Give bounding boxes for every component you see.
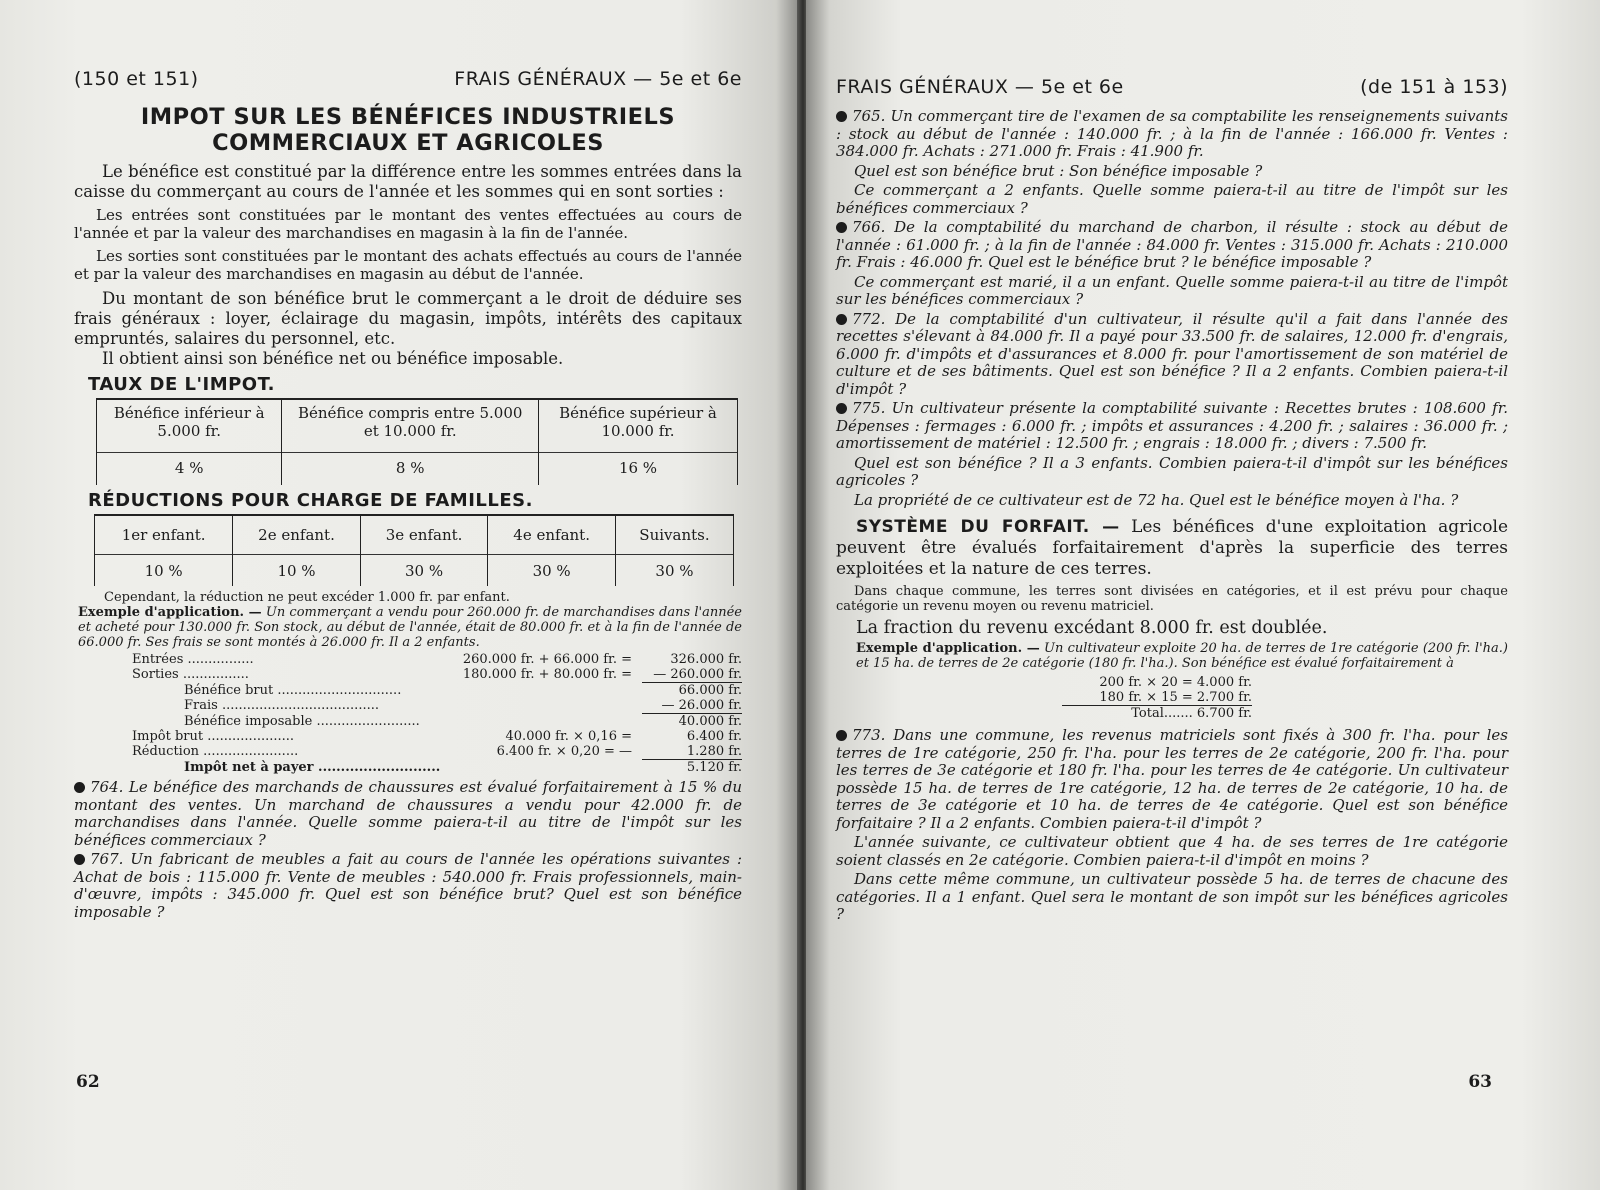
taux-heading: TAUX DE L'IMPOT.	[88, 374, 275, 395]
title-line-1: IMPOT SUR LES BÉNÉFICES INDUSTRIELS	[140, 104, 676, 130]
problem-767	[74, 851, 742, 921]
forfait-example-text: Un cultivateur exploite 20 ha. de terres de 1re catégorie (200 fr. l'ha.) et 15 ha. de terres de 2e catégorie (180 fr. l'ha.). Son bénéfice est évalué forfaitairement à	[856, 641, 1508, 671]
entrees-paragraph: Les entrées sont constituées par le montant des ventes effectuées au cours de l'année et par la valeur des marchandises en magasin à la fin de l'année.	[74, 206, 742, 242]
forfait-text: Les bénéfices d'une exploitation agricole peuvent être évalués forfaitairement d'après la superficie des terres exploitées et la nature de ces terres.	[836, 517, 1509, 579]
calc-result: 6.400 fr.	[686, 729, 742, 744]
calc-operation: 260.000 fr. + 66.000 fr. =	[462, 652, 632, 667]
problem-766	[836, 219, 1508, 272]
problem-764	[74, 779, 742, 849]
calc-label: Impôt brut .....................	[132, 729, 295, 744]
calc-label: Bénéfice brut ..............................	[184, 683, 402, 698]
reduction-value-1: 10 %	[95, 555, 233, 587]
reduction-header-5: Suivants.	[615, 515, 733, 555]
example-label: Exemple d'application. —	[78, 605, 262, 620]
rate-header-1: Bénéfice inférieur à 5.000 fr.	[97, 399, 282, 453]
tax-rate-table	[96, 398, 738, 485]
problem-773-question-2	[836, 871, 1508, 924]
page-number: 62	[76, 1072, 100, 1092]
reductions-table	[94, 514, 734, 586]
problem-775-q1-text: Quel est son bénéfice ? Il a 3 enfants. Combien paiera-t-il d'impôt sur les bénéfices agricoles ?	[836, 453, 1508, 489]
problem-773	[836, 727, 1508, 832]
forfait-calc-line-2: 180 fr. × 15 = 2.700 fr.	[1062, 690, 1252, 706]
forfait-example-label: Exemple d'application. —	[856, 641, 1040, 656]
calc-result: — 26.000 fr.	[642, 698, 742, 714]
problem-775-question-2	[836, 492, 1508, 510]
problem-775-text: 775. Un cultivateur présente la comptabilité suivante : Recettes brutes : 108.600 fr. Dépenses : fermages : 6.000 fr. ; impôts et assurances : 4.200 fr. ; salaires : 36.000 fr. ; amortissement de matériel : 12.500 fr. ; engrais : 18.000 fr. ; divers : 7.500 fr.	[836, 399, 1508, 452]
calc-label: Impôt net à payer ...........................	[184, 760, 441, 775]
header-section-range: (de 151 à 153)	[1360, 76, 1508, 98]
problem-766-q-text: Ce commerçant est marié, il a un enfant. Quelle somme paiera-t-il au titre de l'impôt sur les bénéfices commerciaux ?	[836, 272, 1508, 308]
running-header	[74, 68, 742, 90]
reductions-heading: RÉDUCTIONS POUR CHARGE DE FAMILLES.	[88, 490, 533, 511]
example-paragraph	[78, 605, 742, 650]
problem-766-question	[836, 274, 1508, 309]
problem-766-text: 766. De la comptabilité du marchand de charbon, il résulte : stock au début de l'année : 61.000 fr. ; à la fin de l'année : 84.000 fr. Ventes : 315.000 fr. Achats : 210.000 fr. Frais : 46.000 fr. Quel est le bénéfice brut ? le bénéfice imposable ?	[836, 218, 1508, 271]
reduction-header-4: 4e enfant.	[488, 515, 616, 555]
rate-value-3: 16 %	[539, 453, 738, 486]
intro-paragraph: Le bénéfice est constitué par la différence entre les sommes entrées dans la caisse du commerçant au cours de l'année et les sommes qui en sont sorties :	[74, 162, 742, 201]
forfait-note: Dans chaque commune, les terres sont divisées en catégories, et il est prévu pour chaque catégorie un revenu moyen ou revenu matriciel.	[836, 584, 1508, 614]
calc-row	[74, 652, 742, 667]
page-title	[74, 104, 742, 156]
problem-765	[836, 108, 1508, 161]
forfait-example	[856, 641, 1508, 671]
calc-result: 66.000 fr.	[678, 683, 742, 698]
problem-773-q2-text: Dans cette même commune, un cultivateur possède 5 ha. de terres de chacune des catégories. Il a 1 enfant. Quel sera le montant de son impôt sur les bénéfices agricoles ?	[836, 870, 1508, 923]
reduction-value-2: 10 %	[233, 555, 361, 587]
calc-result: 5.120 fr.	[686, 760, 742, 775]
forfait-heading: SYSTÈME DU FORFAIT. —	[856, 517, 1120, 537]
problem-775-question-1	[836, 455, 1508, 490]
net-paragraph: Il obtient ainsi son bénéfice net ou bénéfice imposable.	[102, 349, 564, 368]
bullet-icon	[836, 111, 847, 122]
problem-765-question-1	[836, 163, 1508, 181]
problem-765-text: 765. Un commerçant tire de l'examen de sa comptabilite les renseignements suivants : stock au début de l'année : 140.000 fr. ; à la fin de l'année : 166.000 fr. Ventes : 384.000 fr. Achats : 271.000 fr. Frais : 41.900 fr.	[836, 107, 1508, 160]
calc-row	[74, 683, 742, 698]
problem-773-question-1	[836, 834, 1508, 869]
forfait-calc-total: Total....... 6.700 fr.	[1131, 706, 1252, 721]
reduction-header-2: 2e enfant.	[233, 515, 361, 555]
header-chapter: FRAIS GÉNÉRAUX — 5e et 6e	[454, 68, 742, 90]
problem-767-text: 767. Un fabricant de meubles a fait au cours de l'année les opérations suivantes : Achat de bois : 115.000 fr. Vente de meubles : 540.000 fr. Frais professionnels, main-d'œuvre, impôts : 345.000 fr. Quel est son bénéfice brut? Quel est son bénéfice imposable ?	[74, 850, 742, 921]
fraction-rule: La fraction du revenu excédant 8.000 fr. est doublée.	[856, 618, 1328, 638]
calc-row	[74, 698, 742, 714]
calc-result: 1.280 fr.	[642, 744, 742, 760]
forfait-calc-line-1: 200 fr. × 20 = 4.000 fr.	[1099, 675, 1252, 690]
problem-773-q1-text: L'année suivante, ce cultivateur obtient que 4 ha. de ses terres de 1re catégorie soient classés en 2e catégorie. Combien paiera-t-il d'impôt en moins ?	[836, 833, 1508, 869]
example-calculation	[74, 652, 742, 775]
calc-label: Réduction .......................	[132, 744, 299, 759]
forfait-calculation	[1062, 675, 1252, 721]
calc-row	[74, 714, 742, 729]
header-section-range: (150 et 151)	[74, 68, 199, 90]
reduction-value-4: 30 %	[488, 555, 616, 587]
problem-765-question-2	[836, 182, 1508, 217]
bullet-icon	[74, 782, 85, 793]
bullet-icon	[74, 854, 85, 865]
running-header	[836, 76, 1508, 98]
bullet-icon	[836, 222, 847, 233]
reduction-value-3: 30 %	[360, 555, 488, 587]
reduction-limit-note: Cependant, la réduction ne peut excéder 1.000 fr. par enfant.	[104, 590, 510, 605]
bullet-icon	[836, 403, 847, 414]
calc-row	[74, 744, 742, 760]
rate-header-2: Bénéfice compris entre 5.000 et 10.000 fr.	[282, 399, 539, 453]
calc-operation: 6.400 fr. × 0,20 = —	[496, 744, 632, 759]
calc-label: Bénéfice imposable .........................	[184, 714, 420, 729]
calc-result: 326.000 fr.	[670, 652, 742, 667]
rate-value-1: 4 %	[97, 453, 282, 486]
calc-label: Frais ......................................	[184, 698, 379, 713]
calc-label: Sorties ................	[132, 667, 249, 682]
page-number: 63	[1468, 1072, 1492, 1092]
deduction-paragraph: Du montant de son bénéfice brut le commerçant a le droit de déduire ses frais généraux : loyer, éclairage du magasin, impôts, intérêts des capitaux empruntés, salaires du personnel, etc.	[74, 289, 742, 348]
calc-row	[74, 667, 742, 683]
header-chapter: FRAIS GÉNÉRAUX — 5e et 6e	[836, 76, 1124, 98]
problem-772-text: 772. De la comptabilité d'un cultivateur, il résulte qu'il a fait dans l'année des recettes s'élevant à 84.000 fr. Il a payé pour 33.500 fr. de salaires, 12.000 fr. d'engrais, 6.000 fr. d'impôts et d'assurances et 8.000 fr. pour l'amortissement de son matériel de culture et de ses bâtiments. Quel est son bénéfice ? Il a 2 enfants. Combien paiera-t-il d'impôt ?	[836, 309, 1508, 398]
rate-value-2: 8 %	[282, 453, 539, 486]
calc-result: 40.000 fr.	[678, 714, 742, 729]
problem-765-q2-text: Ce commerçant a 2 enfants. Quelle somme paiera-t-il au titre de l'impôt sur les bénéfices commerciaux ?	[836, 181, 1508, 217]
calc-row	[74, 760, 742, 775]
reduction-value-5: 30 %	[615, 555, 733, 587]
rate-header-3: Bénéfice supérieur à 10.000 fr.	[539, 399, 738, 453]
bullet-icon	[836, 730, 847, 741]
bullet-icon	[836, 314, 847, 325]
problem-764-text: 764. Le bénéfice des marchands de chaussures est évalué forfaitairement à 15 % du montant des ventes. Un marchand de chaussures a vendu pour 42.000 fr. de marchandises dans l'année. Quelle somme paiera-t-il au titre de l'impôt sur les bénéfices commerciaux ?	[74, 778, 742, 849]
calc-label: Entrées ................	[132, 652, 254, 667]
problem-765-q1-text: Quel est son bénéfice brut : Son bénéfice imposable ?	[854, 161, 1263, 180]
reduction-header-1: 1er enfant.	[95, 515, 233, 555]
calc-operation: 40.000 fr. × 0,16 =	[505, 729, 632, 744]
problem-773-text: 773. Dans une commune, les revenus matriciels sont fixés à 300 fr. l'ha. pour les terres de 1re catégorie, 250 fr. l'ha. pour les terres de 2e catégorie, 200 fr. l'ha. pour les terres de 3e catégorie et 180 fr. l'ha. pour les terres de 4e catégorie. Un cultivateur possède 15 ha. de terres de 1re catégorie, 12 ha. de terres de 2e catégorie, 10 ha. de terres de 3e catégorie et 10 ha. de terres de 4e catégorie. Quel est son bénéfice forfaitaire ? Il a 2 enfants. Combien paiera-t-il d'impôt ?	[836, 726, 1508, 832]
problem-775	[836, 400, 1508, 453]
forfait-paragraph	[836, 517, 1508, 580]
title-line-2: COMMERCIAUX ET AGRICOLES	[212, 130, 604, 156]
problem-775-q2-text: La propriété de ce cultivateur est de 72 ha. Quel est le bénéfice moyen à l'ha. ?	[854, 490, 1459, 509]
problem-772	[836, 311, 1508, 399]
calc-operation: 180.000 fr. + 80.000 fr. =	[462, 667, 632, 682]
reduction-header-3: 3e enfant.	[360, 515, 488, 555]
page-63	[806, 0, 1600, 1190]
calc-result: — 260.000 fr.	[642, 667, 742, 683]
example-text: Un commerçant a vendu pour 260.000 fr. de marchandises dans l'année et acheté pour 130.000 fr. Son stock, au début de l'année, était de 80.000 fr. et à la fin de l'année de 66.000 fr. Ses frais se sont montés à 26.000 fr. Il a 2 enfants.	[78, 605, 742, 650]
sorties-paragraph: Les sorties sont constituées par le montant des achats effectués au cours de l'année et par la valeur des marchandises en magasin au début de l'année.	[74, 247, 742, 283]
calc-row	[74, 729, 742, 744]
